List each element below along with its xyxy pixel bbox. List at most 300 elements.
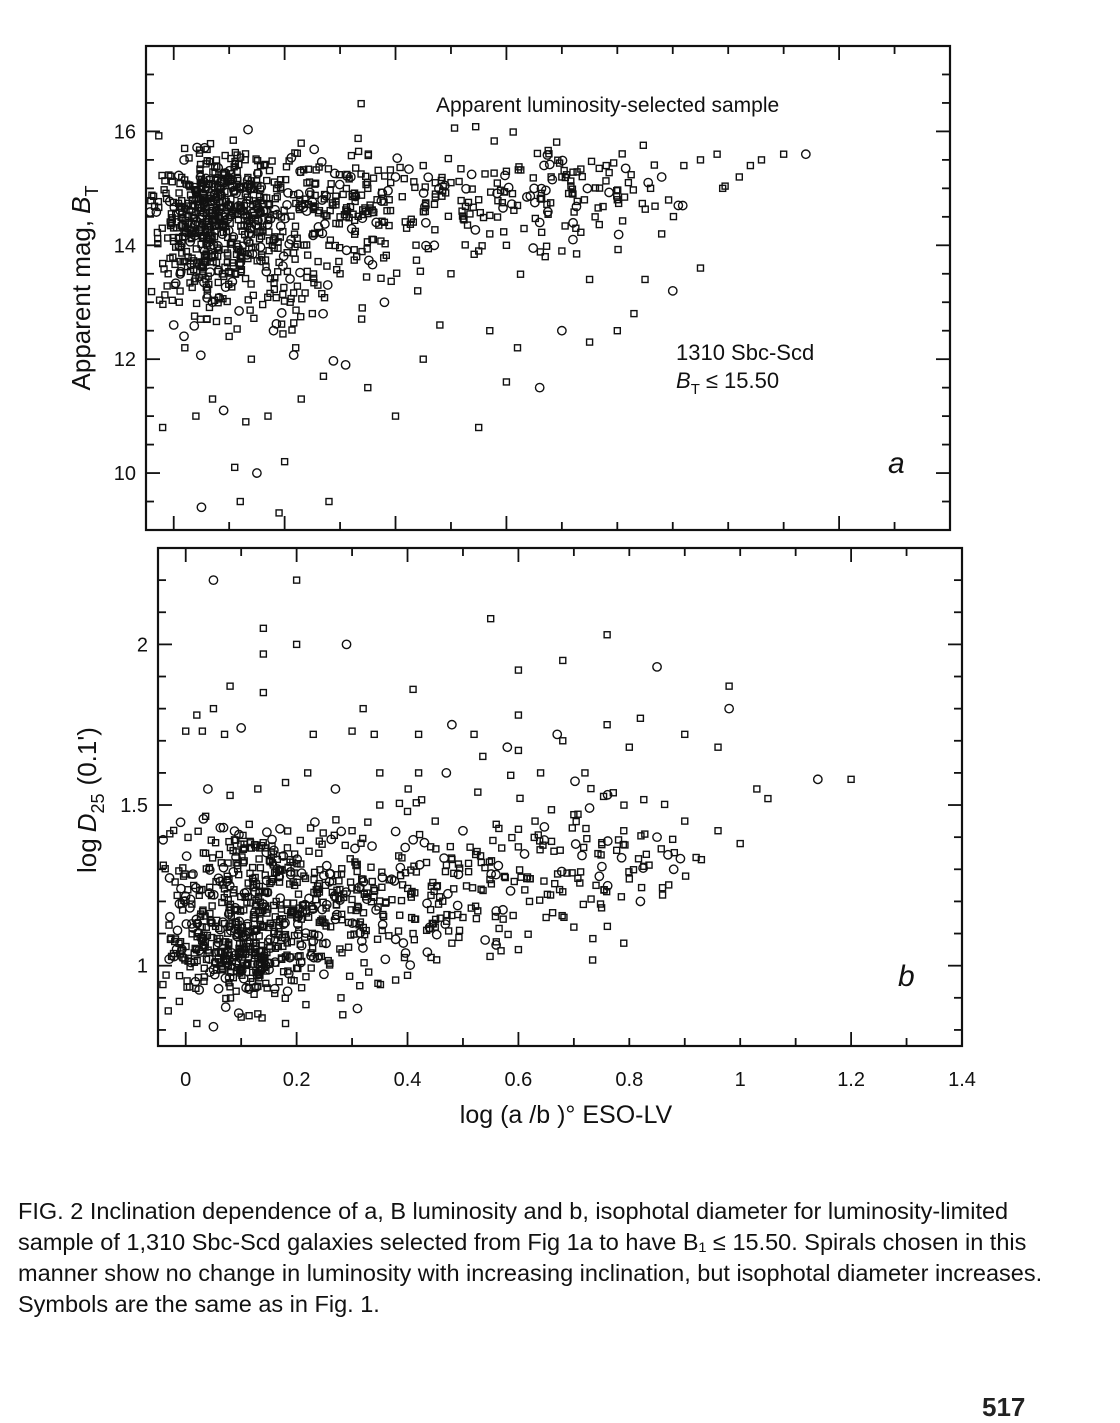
data-point (449, 940, 455, 946)
y-axis-label-a-text: Apparent mag, (66, 219, 96, 391)
data-point (448, 271, 454, 277)
data-point (458, 198, 464, 204)
data-point (596, 222, 602, 228)
x-tick-label: 1.4 (948, 1069, 976, 1091)
data-point (582, 770, 588, 776)
y-tick-label: 10 (113, 463, 136, 486)
data-point (604, 923, 610, 929)
data-point (614, 230, 622, 238)
y-tick-label: 1.5 (120, 795, 148, 818)
data-point (515, 826, 521, 832)
data-point (560, 657, 566, 663)
data-point (160, 425, 166, 431)
data-point (351, 247, 357, 253)
data-point (282, 995, 288, 1001)
data-point (273, 295, 279, 301)
data-point (225, 318, 231, 324)
data-point (546, 160, 554, 168)
data-point (165, 874, 173, 882)
data-point (276, 979, 282, 985)
data-point (470, 885, 476, 891)
data-point (337, 946, 343, 952)
data-point (394, 270, 400, 276)
data-point (284, 900, 290, 906)
data-point (375, 936, 381, 942)
data-point (491, 138, 497, 144)
data-point (234, 326, 240, 332)
data-point (614, 328, 620, 334)
data-point (571, 924, 577, 930)
data-point (295, 891, 301, 897)
data-point (496, 925, 502, 931)
data-point (348, 879, 354, 885)
data-point (194, 712, 200, 718)
data-point (280, 291, 286, 297)
data-point (433, 930, 441, 938)
data-point (393, 413, 399, 419)
panel-a-frame (146, 46, 950, 530)
data-point (640, 142, 646, 148)
data-point (590, 936, 596, 942)
panel-b-y-tick-labels (120, 634, 148, 977)
data-point (398, 898, 404, 904)
data-point (456, 179, 462, 185)
data-point (282, 459, 288, 465)
data-point (410, 931, 416, 937)
data-point (658, 846, 664, 852)
data-point (617, 854, 625, 862)
data-point (420, 839, 428, 847)
data-point (354, 868, 360, 874)
data-point (213, 318, 219, 324)
data-point (243, 419, 249, 425)
data-point (501, 229, 507, 235)
panel-b-x-tick-labels (180, 1069, 976, 1091)
data-point (340, 191, 346, 197)
data-point (569, 235, 577, 243)
data-point (286, 275, 294, 283)
data-point (530, 175, 536, 181)
data-point (338, 995, 344, 1001)
data-point (255, 786, 261, 792)
data-point (715, 744, 721, 750)
data-point (765, 796, 771, 802)
data-point (467, 170, 475, 178)
data-point (521, 226, 527, 232)
data-point (216, 852, 222, 858)
data-point (375, 167, 381, 173)
data-point (520, 850, 528, 858)
data-point (452, 125, 458, 131)
x-tick-label: 1.2 (837, 1069, 866, 1091)
data-point (278, 309, 286, 317)
data-point (501, 171, 509, 179)
data-point (358, 101, 364, 107)
data-point (659, 231, 665, 237)
data-point (676, 854, 684, 862)
data-point (581, 197, 587, 203)
data-point (377, 770, 383, 776)
data-point (210, 855, 216, 861)
data-point (365, 819, 371, 825)
data-point (621, 940, 627, 946)
data-point (471, 731, 477, 737)
data-point (209, 1023, 217, 1031)
data-point (316, 850, 322, 856)
data-point (391, 173, 399, 181)
data-point (197, 503, 205, 511)
data-point (598, 862, 606, 870)
data-point (298, 140, 304, 146)
data-point (260, 651, 266, 657)
data-point (163, 972, 169, 978)
data-point (405, 808, 411, 814)
data-point (561, 914, 567, 920)
data-point (222, 1003, 230, 1011)
data-point (747, 163, 753, 169)
data-point (657, 173, 665, 181)
data-point (585, 804, 593, 812)
data-point (411, 937, 417, 943)
data-point (660, 885, 666, 891)
data-point (558, 327, 566, 335)
data-point (289, 351, 297, 359)
data-point (302, 290, 308, 296)
data-point (377, 802, 383, 808)
data-point (235, 307, 243, 315)
data-point (209, 903, 215, 909)
data-point (481, 936, 489, 944)
data-point (342, 640, 350, 648)
data-point (544, 243, 550, 249)
x-axis-label: log (a /b )° ESO-LV (459, 1101, 673, 1129)
data-point (365, 185, 371, 191)
panel-a-label: a (888, 447, 905, 480)
data-point (304, 274, 310, 280)
data-point (621, 802, 627, 808)
data-point (573, 819, 579, 825)
data-point (626, 876, 632, 882)
data-point (257, 865, 263, 871)
y-axis-label-b-sub: 25 (88, 793, 108, 814)
data-point (206, 268, 214, 276)
page-number: 517 (982, 1392, 1026, 1422)
data-point (299, 985, 305, 991)
data-point (559, 248, 565, 254)
data-point (190, 322, 198, 330)
data-point (621, 164, 629, 172)
data-point (189, 870, 197, 878)
data-point (177, 973, 183, 979)
data-point (285, 828, 291, 834)
data-point (347, 973, 353, 979)
data-point (697, 265, 703, 271)
panel-a-ticks (146, 46, 950, 530)
data-point (244, 125, 252, 133)
data-point (333, 817, 339, 823)
data-point (272, 196, 278, 202)
data-point (442, 769, 450, 777)
data-point (219, 406, 227, 414)
data-point (532, 818, 538, 824)
data-point (337, 214, 343, 220)
data-point (378, 275, 384, 281)
data-point (399, 194, 405, 200)
data-point (315, 259, 321, 265)
data-point (264, 178, 270, 184)
data-point (597, 185, 603, 191)
data-point (511, 878, 517, 884)
data-point (391, 935, 399, 943)
data-point (393, 977, 399, 983)
data-point (382, 173, 388, 179)
data-point (182, 145, 188, 151)
panel-a-annotation-title: Apparent luminosity-selected sample (436, 94, 780, 117)
data-point (193, 413, 199, 419)
data-point (413, 257, 419, 263)
data-point (213, 157, 219, 163)
data-point (292, 256, 298, 262)
data-point (475, 789, 481, 795)
data-point (237, 724, 245, 732)
data-point (515, 844, 521, 850)
data-point (666, 882, 672, 888)
data-point (442, 869, 448, 875)
data-point (320, 970, 328, 978)
data-point (177, 884, 185, 892)
data-point (310, 731, 316, 737)
data-point (592, 185, 598, 191)
data-point (417, 268, 423, 274)
data-point (336, 258, 342, 264)
data-point (371, 731, 377, 737)
data-point (653, 663, 661, 671)
data-point (390, 877, 398, 885)
x-tick-label: 1 (734, 1069, 746, 1091)
data-point (444, 890, 452, 898)
data-point (256, 856, 262, 862)
data-point (225, 897, 231, 903)
data-point (432, 201, 438, 207)
data-point (183, 728, 189, 734)
data-point (324, 281, 332, 289)
data-point (466, 860, 472, 866)
data-point (467, 844, 473, 850)
data-point (298, 396, 304, 402)
data-point (445, 213, 451, 219)
data-point (583, 826, 589, 832)
data-point (503, 379, 509, 385)
data-point (480, 753, 486, 759)
data-point (505, 931, 511, 937)
data-point (336, 180, 344, 188)
data-point (468, 905, 474, 911)
data-point (289, 327, 295, 333)
data-point (324, 263, 330, 269)
data-point (405, 972, 411, 978)
data-point (184, 978, 190, 984)
data-point (328, 181, 334, 187)
data-point (416, 770, 422, 776)
data-point (515, 667, 521, 673)
data-point (297, 837, 303, 843)
data-point (626, 744, 632, 750)
data-point (219, 863, 227, 871)
data-point (641, 797, 647, 803)
data-point (574, 251, 580, 257)
data-point (396, 863, 404, 871)
data-point (346, 944, 352, 950)
data-point (349, 896, 355, 902)
data-point (164, 283, 170, 289)
data-point (666, 197, 672, 203)
data-point (420, 356, 426, 362)
data-point (625, 180, 631, 186)
data-point (227, 683, 233, 689)
data-point (199, 728, 205, 734)
data-point (170, 321, 178, 329)
data-point (248, 356, 254, 362)
data-point (459, 827, 467, 835)
data-point (562, 223, 568, 229)
data-point (424, 173, 432, 181)
data-point (247, 307, 253, 313)
data-point (682, 818, 688, 824)
data-point (226, 333, 232, 339)
data-point (230, 137, 236, 143)
data-point (725, 704, 733, 712)
data-point (503, 242, 509, 248)
data-point (595, 872, 603, 880)
data-point (260, 690, 266, 696)
data-point (550, 910, 556, 916)
data-point (548, 807, 554, 813)
data-point (210, 396, 216, 402)
data-point (432, 818, 438, 824)
data-point (529, 244, 537, 252)
annotation-limit-value: ≤ 15.50 (705, 368, 780, 393)
data-point (603, 178, 609, 184)
data-point (590, 957, 596, 963)
data-point (540, 823, 548, 831)
data-point (571, 777, 579, 785)
data-point (160, 982, 166, 988)
panel-a-annotation-count: 1310 Sbc-Scd (676, 340, 815, 365)
data-point (416, 731, 422, 737)
data-point (487, 212, 493, 218)
data-point (715, 828, 721, 834)
data-point (266, 229, 272, 235)
data-point (458, 166, 464, 172)
data-point (517, 795, 523, 801)
data-point (296, 268, 304, 276)
data-point (340, 1012, 346, 1018)
data-point (636, 897, 644, 905)
data-point (305, 770, 311, 776)
data-point (293, 345, 299, 351)
data-point (405, 786, 411, 792)
data-point (525, 931, 531, 937)
data-point (274, 194, 280, 200)
data-point (246, 1013, 252, 1019)
data-point (535, 383, 543, 391)
data-point (182, 345, 188, 351)
data-point (369, 879, 375, 885)
data-point (276, 510, 282, 516)
data-point (306, 914, 312, 920)
y-axis-label-a-symbol: B (66, 196, 96, 214)
data-point (651, 162, 657, 168)
data-point (578, 851, 586, 859)
data-point (331, 785, 339, 793)
data-point (593, 882, 599, 888)
y-tick-label: 1 (136, 955, 148, 978)
y-axis-label-b-prefix: log (72, 838, 102, 873)
data-point (195, 828, 201, 834)
data-point (448, 721, 456, 729)
data-point (222, 731, 228, 737)
data-point (447, 844, 453, 850)
y-axis-label-b-symbol: D (72, 813, 102, 833)
data-point (583, 184, 591, 192)
data-point (802, 150, 810, 158)
data-point (510, 912, 516, 918)
data-point (320, 373, 326, 379)
data-point (180, 156, 188, 164)
data-point (487, 953, 493, 959)
data-point (172, 279, 180, 287)
data-point (260, 302, 266, 308)
data-point (391, 827, 399, 835)
data-point (393, 154, 401, 162)
data-point (309, 937, 317, 945)
data-point (209, 576, 217, 584)
data-point (349, 728, 355, 734)
panel-a-y-axis-label (66, 186, 102, 391)
data-point (232, 464, 238, 470)
data-point (714, 151, 720, 157)
data-point (615, 247, 621, 253)
data-point (491, 170, 497, 176)
x-tick-label: 0.8 (615, 1069, 644, 1091)
data-point (401, 843, 409, 851)
data-point (495, 214, 501, 220)
data-point (463, 883, 469, 889)
data-point (604, 632, 610, 638)
data-point (639, 885, 645, 891)
data-point (620, 218, 626, 224)
data-point (549, 838, 555, 844)
data-point (387, 167, 393, 173)
data-point (364, 274, 370, 280)
data-point (306, 848, 312, 854)
data-point (754, 786, 760, 792)
data-point (499, 845, 505, 851)
data-point (283, 164, 289, 170)
data-point (396, 800, 402, 806)
data-point (543, 914, 549, 920)
data-point (397, 912, 403, 918)
data-point (396, 928, 402, 934)
data-point (515, 947, 521, 953)
data-point (308, 965, 314, 971)
data-point (246, 821, 252, 827)
data-point (342, 842, 348, 848)
data-point (473, 124, 479, 130)
data-point (401, 949, 409, 957)
data-point (339, 950, 345, 956)
data-point (652, 203, 658, 209)
